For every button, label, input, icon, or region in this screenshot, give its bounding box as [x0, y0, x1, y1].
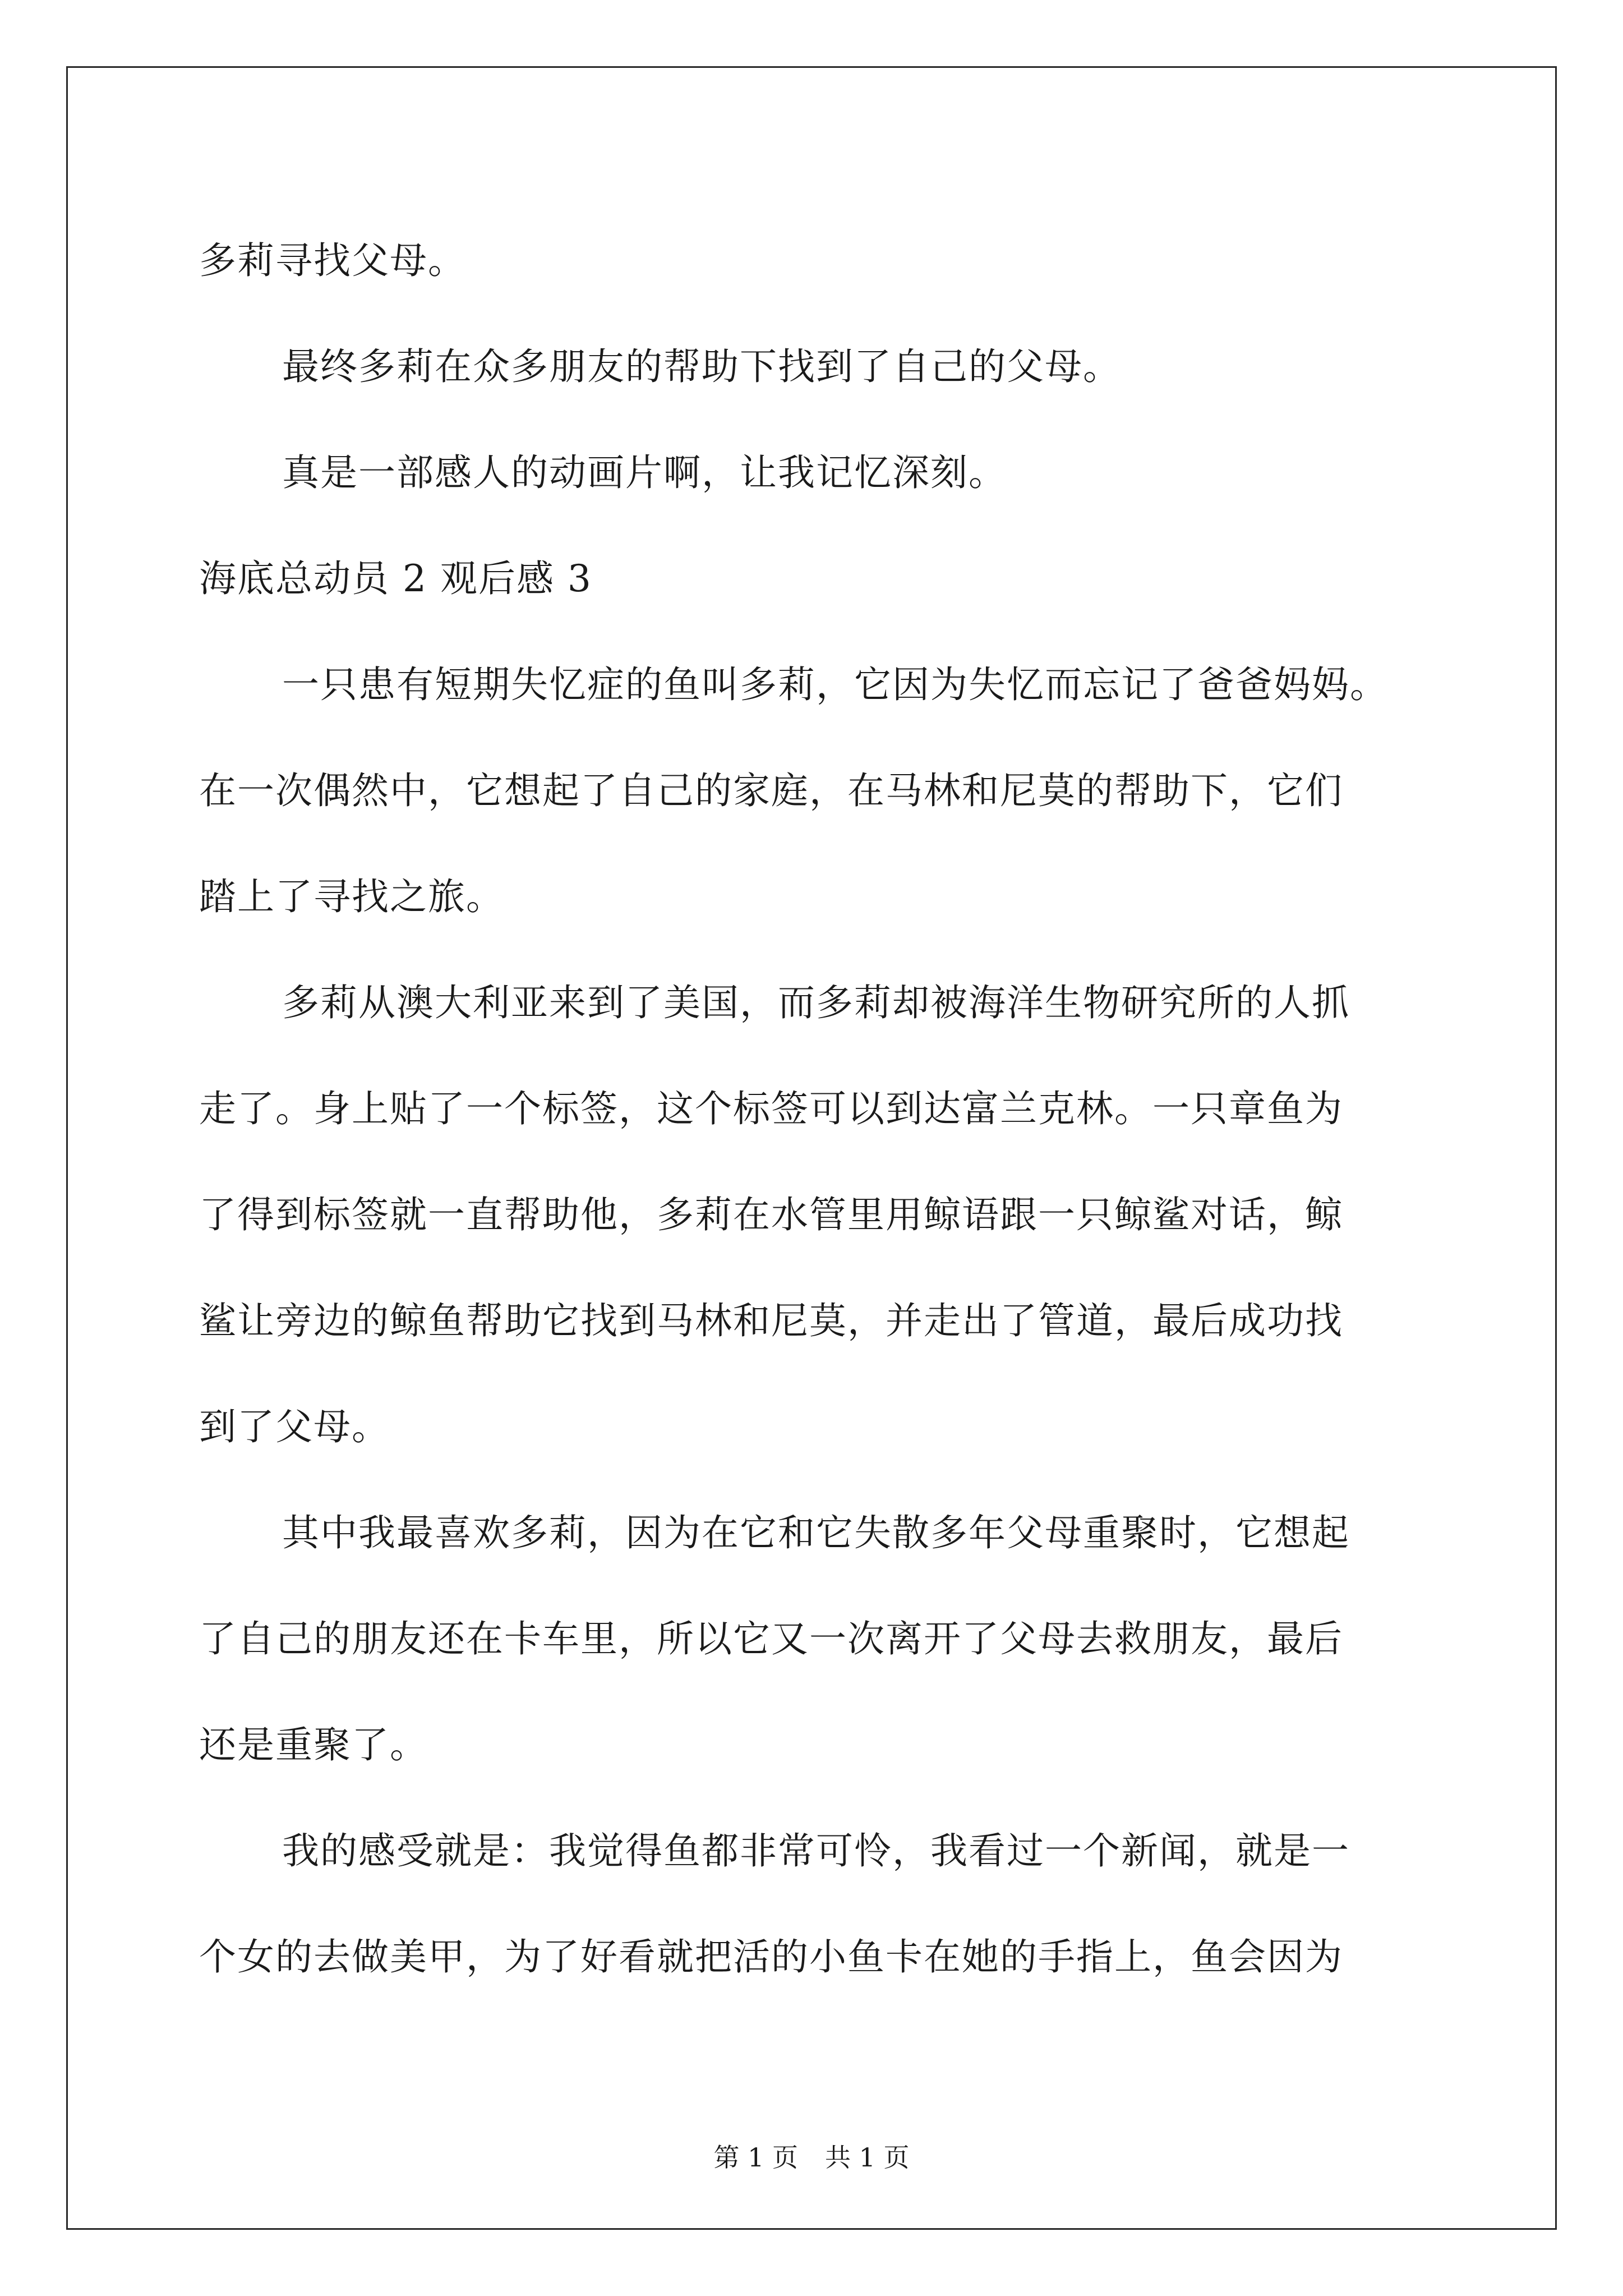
section-heading: 海底总动员 2 观后感 3: [199, 557, 592, 600]
page-footer: [0, 2141, 1623, 2174]
text-line: 其中我最喜欢多莉，因为在它和它失散多年父母重聚时，它想起: [282, 1511, 1350, 1554]
text-line: 鲨让旁边的鲸鱼帮助它找到马林和尼莫，并走出了管道，最后成功找: [199, 1299, 1343, 1342]
page-number: 第 1 页: [713, 2142, 798, 2173]
page-total: 共 1 页: [825, 2142, 910, 2173]
text-line: 一只患有短期失忆症的鱼叫多莉，它因为失忆而忘记了爸爸妈妈。: [282, 663, 1388, 706]
text-line: 踏上了寻找之旅。: [199, 875, 504, 918]
text-line: 多莉寻找父母。: [199, 239, 466, 282]
text-line: 走了。身上贴了一个标签，这个标签可以到达富兰克林。一只章鱼为: [199, 1087, 1343, 1130]
text-line: 最终多莉在众多朋友的帮助下找到了自己的父母。: [282, 345, 1121, 388]
text-line: 了自己的朋友还在卡车里，所以它又一次离开了父母去救朋友，最后: [199, 1617, 1343, 1660]
text-line: 我的感受就是：我觉得鱼都非常可怜，我看过一个新闻，就是一: [282, 1829, 1350, 1872]
text-line: 真是一部感人的动画片啊，让我记忆深刻。: [282, 451, 1007, 494]
text-line: 还是重聚了。: [199, 1723, 428, 1766]
text-line: 个女的去做美甲，为了好看就把活的小鱼卡在她的手指上，鱼会因为: [199, 1935, 1343, 1978]
text-line: 多莉从澳大利亚来到了美国，而多莉却被海洋生物研究所的人抓: [282, 981, 1350, 1024]
text-line: 了得到标签就一直帮助他，多莉在水管里用鲸语跟一只鲸鲨对话，鲸: [199, 1193, 1343, 1236]
text-line: 到了父母。: [199, 1405, 390, 1448]
document-body: [199, 208, 1444, 2010]
text-line: 在一次偶然中，它想起了自己的家庭，在马林和尼莫的帮助下，它们: [199, 769, 1343, 812]
